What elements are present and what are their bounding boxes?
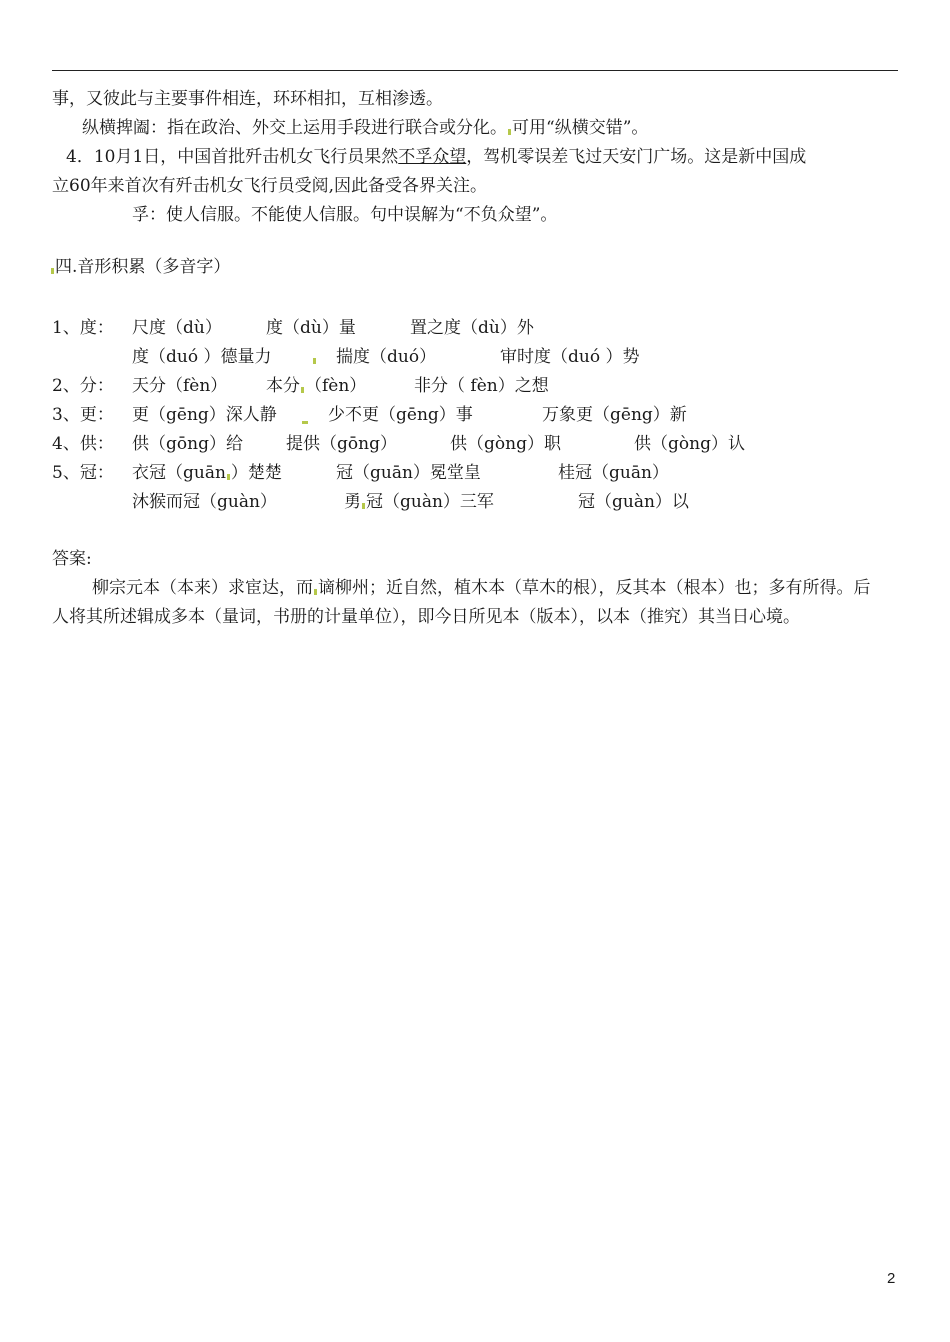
item-cell-text: （fèn）	[305, 376, 367, 396]
item-cell: 更（gēng）深人静	[132, 405, 277, 425]
item-cell: 桂冠（guān）	[558, 463, 669, 483]
item-cell	[266, 375, 366, 397]
item-cell: 非分（ fèn）之想	[414, 376, 549, 396]
mark-dot	[362, 503, 365, 509]
item-cell-text: 衣冠（guān	[132, 463, 226, 483]
mark-dot	[313, 358, 316, 364]
header-rule	[52, 70, 898, 71]
page-number: 2	[887, 1270, 896, 1287]
mark-dot	[314, 589, 317, 595]
item-cell: 天分（fèn）	[132, 376, 228, 396]
answer-label: 答案:	[52, 549, 92, 569]
intro-line-3-text: 4．10月1日，中国首批歼击机女飞行员果然	[66, 147, 399, 167]
item-cell: 冠（guān）冕堂皇	[336, 463, 481, 483]
item-cell: 供（gòng）职	[450, 434, 561, 454]
intro-line-3	[66, 146, 806, 168]
item-cell: 审时度（duó ）势	[500, 347, 640, 367]
answer-para-1	[92, 577, 871, 599]
item-cell: 揣度（duó）	[336, 347, 437, 367]
mark-dot	[301, 387, 304, 393]
mark-dot	[508, 129, 511, 135]
item-cell	[312, 346, 317, 368]
item-cell: 度（duó ）德量力	[132, 347, 272, 367]
intro-line-1: 事，又彼此与主要事件相连，环环相扣，互相渗透。	[52, 89, 443, 109]
answer-text: 谪柳州；近自然，植木本（草木的根），反其本（根本）也；多有所得。后	[318, 578, 871, 598]
intro-line-2-text: 纵横捭阖：指在政治、外交上运用手段进行联合或分化。	[82, 118, 507, 138]
item-cell: 尺度（dù）	[132, 318, 222, 338]
intro-line-4: 立60年来首次有歼击机女飞行员受阅,因此备受各界关注。	[52, 176, 488, 196]
item-cell	[132, 462, 282, 484]
item-cell: 沐猴而冠（guàn）	[132, 492, 277, 512]
item-cell	[344, 491, 494, 513]
item-label-1: 1、度：	[52, 318, 114, 338]
item-cell-text: 冠（guàn）三军	[366, 492, 494, 512]
item-cell-text: ）楚楚	[230, 463, 282, 483]
item-cell: 度（dù）量	[266, 318, 356, 338]
item-label-4: 4、供：	[52, 434, 114, 454]
intro-line-2	[82, 117, 648, 139]
item-cell: 供（gòng）认	[634, 434, 745, 454]
mark-dot	[51, 268, 54, 274]
underlined-phrase: 不孚众望	[398, 147, 467, 167]
section-title-text: 四.音形积累（多音字）	[55, 257, 231, 277]
answer-text: 柳宗元本（本来）求宦达，而	[92, 578, 313, 598]
item-cell: 置之度（dù）外	[410, 318, 534, 338]
intro-line-3-tail: ，驾机零误差飞过天安门广场。这是新中国成	[466, 147, 807, 167]
section-title	[50, 256, 230, 278]
intro-line-5: 孚：使人信服。不能使人信服。句中误解为“不负众望”。	[132, 205, 558, 225]
item-cell	[300, 404, 310, 426]
item-label-3: 3、更：	[52, 405, 114, 425]
item-cell-text: 勇	[344, 492, 361, 512]
mark-dot	[302, 421, 308, 424]
mark-dot	[227, 474, 230, 480]
answer-para-2: 人将其所述辑成多本（量词，书册的计量单位），即今日所见本（版本），以本（推究）其当日心境。	[52, 607, 800, 627]
item-label-5: 5、冠：	[52, 463, 114, 483]
item-cell-text: 本分	[266, 376, 300, 396]
item-label-2: 2、分：	[52, 376, 114, 396]
item-cell: 供（gōng）给	[132, 434, 243, 454]
item-cell: 冠（guàn）以	[578, 492, 689, 512]
intro-line-2-tail: 可用“纵横交错”。	[512, 118, 649, 138]
item-cell: 少不更（gēng）事	[328, 405, 473, 425]
item-cell: 提供（gōng）	[286, 434, 397, 454]
item-cell: 万象更（gēng）新	[542, 405, 687, 425]
